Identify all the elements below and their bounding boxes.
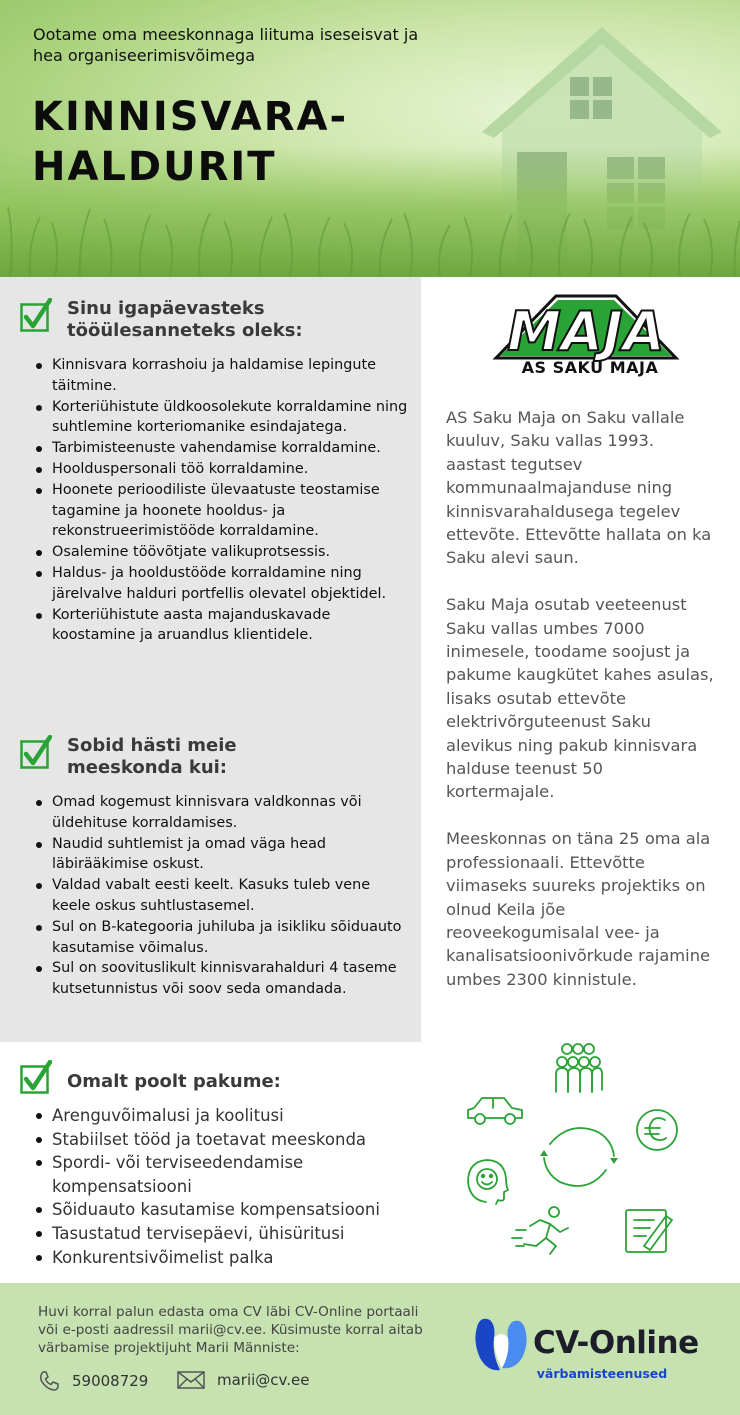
list-item: Valdad vabalt eesti keelt. Kasuks tuleb vene keele oskus suhtlustasemel. [32,875,412,917]
list-item: Sul on B-kategooria juhiluba ja isikliku sõiduauto kasutamise võimalus. [32,917,412,959]
email-contact[interactable] [177,1370,310,1390]
list-item: Osalemine töövõtjate valikuprotsessis. [32,542,412,563]
cv-online-name: CV-Online [533,1325,699,1361]
fit-title: Sobid hästi meie meeskonda kui: [67,735,237,778]
company-paragraph: Meeskonnas on täna 25 oma ala professionaali. Ettevõtte viimaseks suureks projektiks on olnud Keila jõe reoveekogumisalal vee- ja kanalisatsioonivõrkude rajamine umbes 2300 kinnistule. [446,829,711,989]
list-item: Kinnisvara korrashoiu ja haldamise lepingute täitmine. [32,355,412,397]
offer-heading [20,1060,281,1096]
cycle-arrows-icon [540,1128,618,1186]
runner-icon [512,1207,568,1254]
car-icon [468,1098,522,1124]
list-item: Spordi- või terviseedendamise kompensatsiooni [32,1151,432,1198]
phone-number[interactable]: 59008729 [72,1372,149,1390]
check-icon [20,1060,52,1096]
company-paragraph: Saku Maja osutab veeteenust Saku vallas umbes 7000 inimesele, toodame soojust ja pakume kaugkütet kahes asulas, lisaks osutab ettevõte elektrivõrguteenust Saku alevikus ning pakub kinnisvara halduse teenust 50 kortermajale. [446,595,714,802]
list-item: Sul on soovituslikult kinnisvarahalduri 4 taseme kutsetunnistus või soov seda omandada. [32,958,412,1000]
company-paragraph: AS Saku Maja on Saku vallale kuuluv, Saku vallas 1993. aastast tegutsev kommunaalmajanduse ning kinnisvarahaldusega tegelev ettevõte. Ettevõtte hallata on ka Saku alevi saun. [446,408,712,568]
list-item: Omad kogemust kinnisvara valdkonnas või üldehituse korraldamises. [32,792,412,834]
job-title-line1: KINNISVARA- [32,94,349,140]
saku-maja-logo-text: MAJA [507,300,665,363]
phone-icon [38,1370,60,1392]
duties-title: Sinu igapäevasteks tööülesanneteks oleks: [67,298,303,341]
benefits-icons [460,1040,690,1265]
job-title [32,92,452,192]
email-address[interactable]: marii@cv.ee [217,1371,310,1389]
hero-banner [0,0,740,277]
list-item: Hoonete perioodiliste ülevaatuste teostamise tagamine ja hoonete hooldus- ja rekonstrueerimistööde korraldamine. [32,480,412,542]
head-smile-icon [468,1160,508,1204]
check-icon [20,298,52,334]
hero-intro-text: Ootame oma meeskonnaga liituma iseseisvat ja hea organiseerimisvõimega [33,25,419,65]
list-item: Arenguvõimalusi ja koolitusi [32,1104,432,1128]
document-pen-icon [626,1210,672,1252]
duties-list [32,355,412,646]
fit-list [32,792,412,1000]
fit-heading [20,735,237,779]
job-title-line2: HALDURIT [32,144,277,190]
list-item: Hoolduspersonali töö korraldamine. [32,459,412,480]
logo-caption: AS SAKU MAJA [521,358,659,377]
list-item: Konkurentsivõimelist palka [32,1246,432,1270]
list-item: Korteriühistute üldkoosolekute korraldamine ning suhtlemine korteriomanike esindajatega. [32,397,412,439]
list-item: Tarbimisteenuste vahendamise korraldamine. [32,438,412,459]
list-item: Korteriühistute aasta majanduskavade koostamine ja aruandlus klientidele. [32,605,412,647]
list-item: Haldus- ja hooldustööde korraldamine ning järelvalve halduri portfellis olevatel objektidel. [32,563,412,605]
list-item: Stabiilset tööd ja toetavat meeskonda [32,1128,432,1152]
duties-heading [20,298,303,342]
list-item: Naudid suhtlemist ja omad väga head läbirääkimise oskust. [32,834,412,876]
phone-contact[interactable] [38,1370,148,1392]
check-icon [20,735,52,771]
list-item: Tasustatud tervisepäevi, ühisüritusi [32,1222,432,1246]
euro-icon [637,1110,677,1150]
footer-text: Huvi korral palun edasta oma CV läbi CV-Online portaali või e-posti aadressil marii@cv.ee. Küsimuste korral aitab värbamise projektijuht Marii Männiste: [38,1304,423,1356]
email-icon [177,1370,205,1390]
offer-list [32,1104,432,1269]
offer-title: Omalt poolt pakume: [67,1071,281,1092]
team-icon [556,1044,602,1092]
cv-online-subtitle: värbamisteenused [536,1366,668,1381]
company-description [446,406,716,1015]
list-item: Sõiduauto kasutamise kompensatsiooni [32,1198,432,1222]
